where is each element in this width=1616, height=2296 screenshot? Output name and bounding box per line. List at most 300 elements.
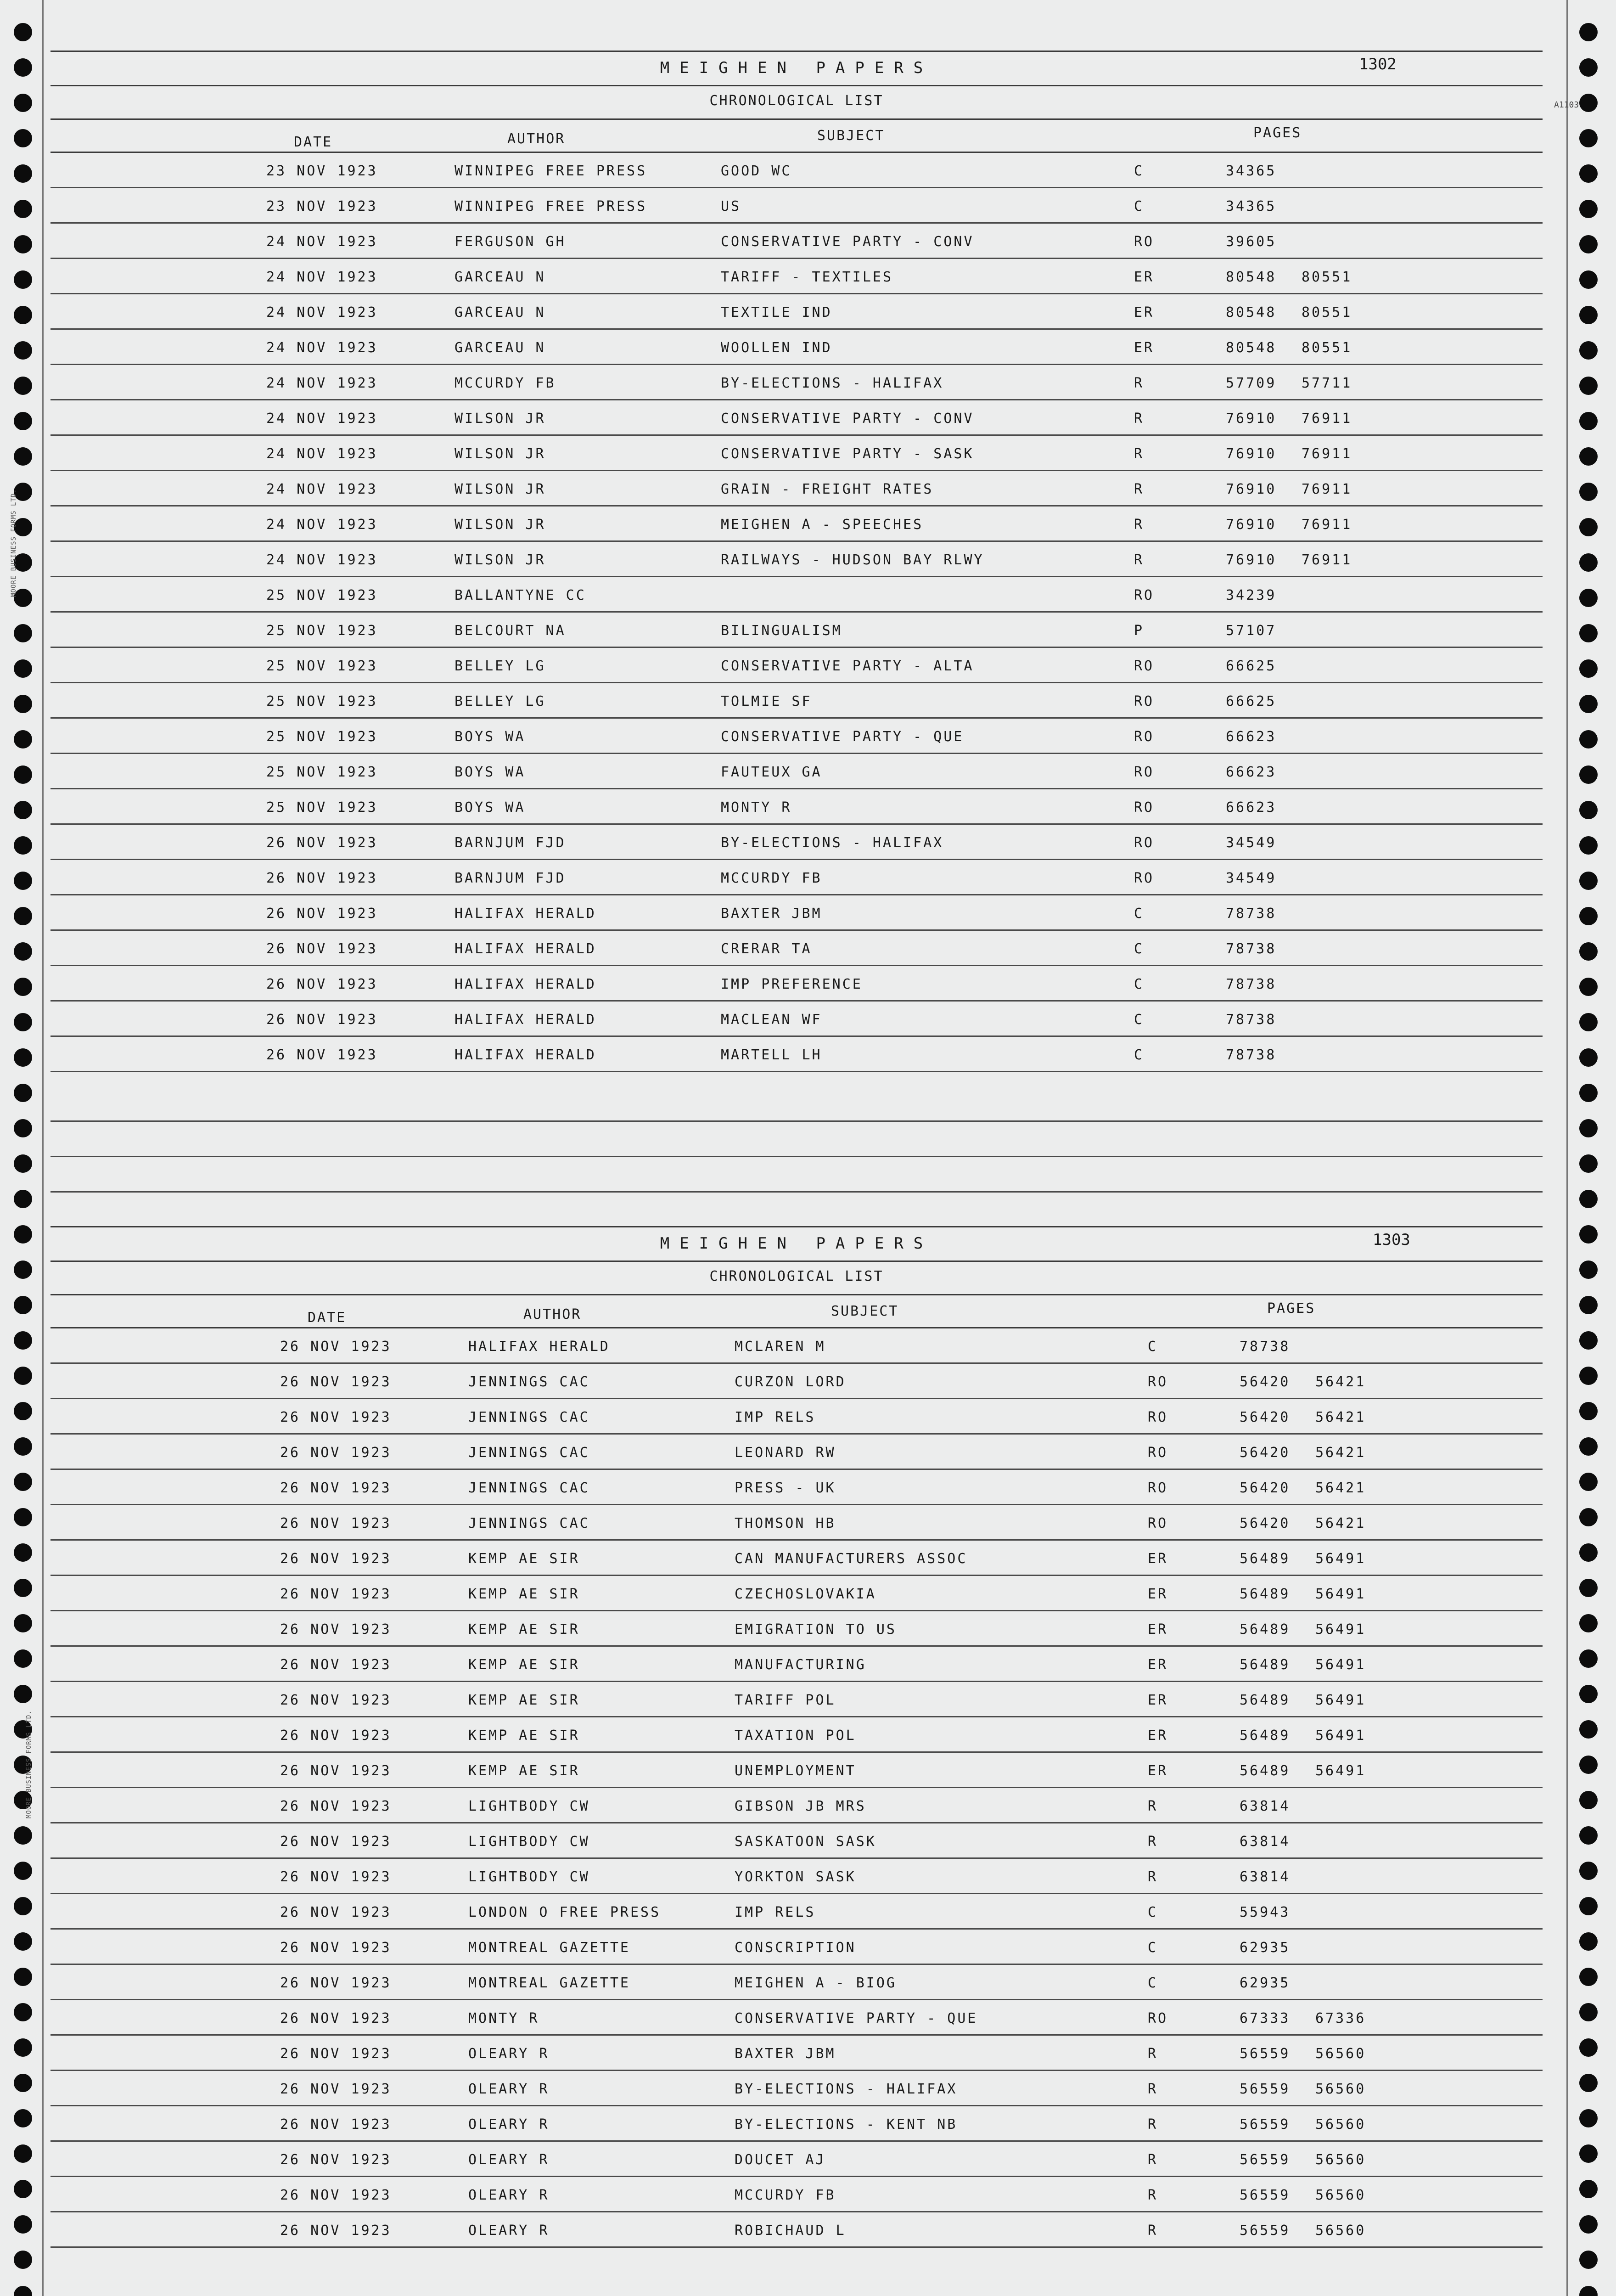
table-row <box>50 2036 1543 2071</box>
tractor-hole <box>1579 2109 1598 2127</box>
table-row <box>50 648 1543 683</box>
row-subject: IMP PREFERENCE <box>721 976 863 992</box>
row-doc-code: R <box>1134 446 1145 462</box>
tractor-hole <box>14 2286 32 2296</box>
table-row <box>50 789 1543 825</box>
table-row <box>50 895 1543 931</box>
row-page-start: 56489 <box>1240 1763 1291 1779</box>
table-row <box>50 2177 1543 2212</box>
row-author: BOYS WA <box>454 729 526 745</box>
tractor-hole <box>1579 200 1598 218</box>
row-doc-code: R <box>1148 2223 1158 2239</box>
top-rule <box>50 51 1543 52</box>
row-page-start: 56559 <box>1240 2187 1291 2203</box>
row-date: 24 NOV 1923 <box>266 552 378 568</box>
row-author: OLEARY R <box>468 2223 550 2239</box>
table-row <box>50 1470 1543 1505</box>
tractor-hole <box>14 1225 32 1244</box>
row-page-start: 56559 <box>1240 2152 1291 2168</box>
row-page-start: 56559 <box>1240 2046 1291 2062</box>
row-page-end: 56491 <box>1315 1657 1366 1673</box>
row-page-start: 62935 <box>1240 1940 1291 1956</box>
row-author: WILSON JR <box>454 552 546 568</box>
row-date: 26 NOV 1923 <box>280 1515 392 1531</box>
tractor-hole <box>14 1968 32 1986</box>
row-author: LONDON O FREE PRESS <box>468 1904 661 1920</box>
row-page-start: 66623 <box>1226 799 1277 816</box>
table-row <box>50 400 1543 436</box>
blank-rule <box>50 1156 1543 1157</box>
tractor-hole <box>14 1048 32 1067</box>
row-author: KEMP AE SIR <box>468 1621 580 1638</box>
col-date: DATE <box>308 1310 347 1326</box>
tractor-hole <box>1579 1048 1598 1067</box>
table-row <box>50 1435 1543 1470</box>
tractor-hole <box>1579 2251 1598 2269</box>
table-row <box>50 224 1543 259</box>
row-page-start: 78738 <box>1226 976 1277 992</box>
tractor-hole <box>14 2074 32 2092</box>
row-date: 26 NOV 1923 <box>280 1551 392 1567</box>
blank-rule <box>50 1191 1543 1193</box>
table-row <box>50 1859 1543 1894</box>
row-subject: TARIFF - TEXTILES <box>721 269 893 285</box>
row-date: 26 NOV 1923 <box>280 2152 392 2168</box>
tractor-hole <box>1579 1649 1598 1668</box>
row-date: 24 NOV 1923 <box>266 304 378 321</box>
row-date: 25 NOV 1923 <box>266 658 378 674</box>
tractor-hole <box>14 872 32 890</box>
tractor-hole <box>14 1261 32 1279</box>
row-author: HALIFAX HERALD <box>468 1339 610 1355</box>
tractor-hole <box>1579 1579 1598 1597</box>
row-author: KEMP AE SIR <box>468 1763 580 1779</box>
row-doc-code: R <box>1148 2187 1158 2203</box>
row-doc-code: ER <box>1134 340 1155 356</box>
row-author: BELLEY LG <box>454 658 546 674</box>
tractor-hole <box>1579 2215 1598 2234</box>
tractor-hole <box>14 730 32 748</box>
tractor-hole <box>14 1508 32 1526</box>
tractor-hole <box>14 1543 32 1562</box>
row-subject: GOOD WC <box>721 163 792 179</box>
row-subject: THOMSON HB <box>735 1515 836 1531</box>
tractor-hole <box>1579 1331 1598 1350</box>
row-author: HALIFAX HERALD <box>454 976 596 992</box>
table-row <box>50 1328 1543 1364</box>
tractor-hole <box>1579 1968 1598 1986</box>
tractor-hole <box>1579 235 1598 253</box>
tractor-hole <box>1579 483 1598 501</box>
row-page-start: 78738 <box>1240 1339 1291 1355</box>
tractor-hole <box>14 412 32 430</box>
row-page-end: 56491 <box>1315 1586 1366 1602</box>
row-doc-code: RO <box>1134 729 1155 745</box>
row-subject: EMIGRATION TO US <box>735 1621 897 1638</box>
row-author: OLEARY R <box>468 2046 550 2062</box>
tractor-hole <box>1579 2038 1598 2057</box>
row-page-start: 56559 <box>1240 2081 1291 2097</box>
tractor-hole <box>14 1614 32 1632</box>
tractor-hole <box>1579 270 1598 289</box>
tractor-hole <box>14 306 32 324</box>
row-subject: CAN MANUFACTURERS ASSOC <box>735 1551 968 1567</box>
row-date: 25 NOV 1923 <box>266 623 378 639</box>
tractor-hole <box>1579 801 1598 819</box>
tractor-hole <box>14 1932 32 1951</box>
tractor-hole <box>1579 1261 1598 1279</box>
tractor-hole <box>14 341 32 360</box>
tractor-hole <box>1579 94 1598 112</box>
row-author: KEMP AE SIR <box>468 1728 580 1744</box>
row-subject: TEXTILE IND <box>721 304 832 321</box>
row-author: MCCURDY FB <box>454 375 556 391</box>
row-page-start: 67333 <box>1240 2010 1291 2026</box>
tractor-hole <box>14 1402 32 1420</box>
top-rule <box>50 1226 1543 1227</box>
row-doc-code: R <box>1148 2081 1158 2097</box>
tractor-hole <box>1579 1190 1598 1208</box>
row-date: 26 NOV 1923 <box>280 1940 392 1956</box>
row-date: 26 NOV 1923 <box>280 1728 392 1744</box>
col-date: DATE <box>294 134 333 150</box>
row-author: JENNINGS CAC <box>468 1374 590 1390</box>
row-date: 26 NOV 1923 <box>280 2010 392 2026</box>
row-doc-code: RO <box>1134 870 1155 886</box>
corner-code: A1103 <box>1554 100 1579 110</box>
row-doc-code: R <box>1134 481 1145 497</box>
row-date: 26 NOV 1923 <box>280 1621 392 1638</box>
row-date: 26 NOV 1923 <box>280 1339 392 1355</box>
tractor-hole <box>14 377 32 395</box>
row-page-start: 78738 <box>1226 906 1277 922</box>
tractor-hole <box>1579 164 1598 183</box>
tractor-hole <box>14 1473 32 1491</box>
table-row <box>50 294 1543 330</box>
row-doc-code: ER <box>1148 1763 1168 1779</box>
row-author: LIGHTBODY CW <box>468 1869 590 1885</box>
row-date: 24 NOV 1923 <box>266 446 378 462</box>
printer-imprint: MOORE BUSINESS FORMS LTD. <box>10 489 17 597</box>
table-row <box>50 506 1543 542</box>
table-row <box>50 1894 1543 1930</box>
row-subject: YORKTON SASK <box>735 1869 856 1885</box>
tractor-hole <box>14 1649 32 1668</box>
row-doc-code: R <box>1148 2046 1158 2062</box>
col-pages: PAGES <box>1267 1300 1316 1317</box>
row-page-start: 78738 <box>1226 1012 1277 1028</box>
title-rule <box>50 85 1543 86</box>
table-row <box>50 1753 1543 1788</box>
tractor-hole <box>1579 1826 1598 1845</box>
tractor-hole <box>14 1296 32 1314</box>
table-row <box>50 188 1543 224</box>
row-author: KEMP AE SIR <box>468 1551 580 1567</box>
row-page-end: 76911 <box>1302 517 1352 533</box>
row-doc-code: C <box>1134 163 1145 179</box>
row-page-start: 66623 <box>1226 764 1277 780</box>
row-page-start: 56489 <box>1240 1586 1291 1602</box>
table-row <box>50 931 1543 966</box>
row-doc-code: ER <box>1148 1657 1168 1673</box>
table-row <box>50 1788 1543 1823</box>
row-date: 26 NOV 1923 <box>266 941 378 957</box>
tractor-hole <box>14 942 32 961</box>
row-page-end: 56421 <box>1315 1515 1366 1531</box>
tractor-hole <box>1579 1791 1598 1809</box>
row-doc-code: RO <box>1134 799 1155 816</box>
tractor-hole <box>1579 2286 1598 2296</box>
row-author: BELLEY LG <box>454 693 546 709</box>
row-doc-code: RO <box>1148 2010 1168 2026</box>
row-date: 26 NOV 1923 <box>280 1657 392 1673</box>
row-subject: BY-ELECTIONS - HALIFAX <box>721 375 944 391</box>
row-date: 24 NOV 1923 <box>266 340 378 356</box>
row-page-end: 56421 <box>1315 1409 1366 1425</box>
row-doc-code: C <box>1148 1904 1158 1920</box>
tractor-hole <box>14 447 32 466</box>
table-row <box>50 825 1543 860</box>
tractor-hole <box>1579 624 1598 642</box>
row-date: 26 NOV 1923 <box>266 870 378 886</box>
row-page-start: 56489 <box>1240 1551 1291 1567</box>
row-date: 25 NOV 1923 <box>266 799 378 816</box>
row-doc-code: R <box>1148 2152 1158 2168</box>
table-row <box>50 330 1543 365</box>
tractor-hole <box>14 23 32 41</box>
tractor-hole <box>1579 907 1598 925</box>
row-page-start: 34549 <box>1226 870 1277 886</box>
tractor-hole <box>1579 1225 1598 1244</box>
table-row <box>50 1930 1543 1965</box>
row-subject: UNEMPLOYMENT <box>735 1763 856 1779</box>
row-subject: MCCURDY FB <box>735 2187 836 2203</box>
row-date: 26 NOV 1923 <box>280 1374 392 1390</box>
row-page-start: 78738 <box>1226 1047 1277 1063</box>
row-page-start: 56420 <box>1240 1409 1291 1425</box>
tractor-hole <box>14 695 32 713</box>
row-date: 26 NOV 1923 <box>280 2223 392 2239</box>
row-page-end: 56560 <box>1315 2223 1366 2239</box>
row-doc-code: RO <box>1134 587 1155 603</box>
row-page-start: 66625 <box>1226 658 1277 674</box>
row-doc-code: RO <box>1134 835 1155 851</box>
row-author: OLEARY R <box>468 2116 550 2133</box>
tractor-hole <box>1579 553 1598 572</box>
row-page-start: 56420 <box>1240 1480 1291 1496</box>
row-subject: MCLAREN M <box>735 1339 826 1355</box>
tractor-hole <box>1579 1296 1598 1314</box>
tractor-hole <box>14 1862 32 1880</box>
row-date: 26 NOV 1923 <box>266 976 378 992</box>
row-subject: TAXATION POL <box>735 1728 856 1744</box>
row-subject: CONSERVATIVE PARTY - QUE <box>735 2010 978 2026</box>
row-doc-code: ER <box>1148 1621 1168 1638</box>
row-page-end: 57711 <box>1302 375 1352 391</box>
printer-imprint-2: MOORE BUSINESS FORMS LTD. <box>25 1710 33 1818</box>
row-page-end: 56491 <box>1315 1728 1366 1744</box>
row-date: 26 NOV 1923 <box>280 1692 392 1708</box>
row-page-end: 76911 <box>1302 481 1352 497</box>
row-doc-code: ER <box>1148 1551 1168 1567</box>
row-author: JENNINGS CAC <box>468 1480 590 1496</box>
sheet-title: MEIGHEN PAPERS <box>660 1234 933 1253</box>
row-subject: MARTELL LH <box>721 1047 822 1063</box>
tractor-hole <box>1579 1543 1598 1562</box>
row-author: KEMP AE SIR <box>468 1692 580 1708</box>
row-date: 26 NOV 1923 <box>280 1480 392 1496</box>
row-page-start: 56489 <box>1240 1728 1291 1744</box>
row-subject: PRESS - UK <box>735 1480 836 1496</box>
row-page-start: 56489 <box>1240 1621 1291 1638</box>
table-row <box>50 1717 1543 1753</box>
tractor-hole <box>1579 2074 1598 2092</box>
tractor-hole <box>14 235 32 253</box>
row-author: JENNINGS CAC <box>468 1515 590 1531</box>
row-author: HALIFAX HERALD <box>454 906 596 922</box>
row-doc-code: C <box>1134 976 1145 992</box>
sheet-title: MEIGHEN PAPERS <box>660 59 933 77</box>
row-date: 26 NOV 1923 <box>280 1586 392 1602</box>
row-author: WILSON JR <box>454 517 546 533</box>
row-doc-code: C <box>1134 906 1145 922</box>
row-page-start: 34239 <box>1226 587 1277 603</box>
row-subject: CONSERVATIVE PARTY - CONV <box>721 411 974 427</box>
row-page-start: 62935 <box>1240 1975 1291 1991</box>
tractor-hole <box>14 624 32 642</box>
tractor-hole <box>14 1154 32 1173</box>
row-page-start: 63814 <box>1240 1834 1291 1850</box>
left-perforation-line <box>42 0 44 2296</box>
row-author: MONTREAL GAZETTE <box>468 1940 630 1956</box>
row-author: FERGUSON GH <box>454 234 566 250</box>
row-doc-code: C <box>1134 1012 1145 1028</box>
col-subject: SUBJECT <box>817 128 885 144</box>
tractor-hole <box>1579 1862 1598 1880</box>
row-page-start: 66623 <box>1226 729 1277 745</box>
row-date: 26 NOV 1923 <box>280 1869 392 1885</box>
col-author: AUTHOR <box>523 1306 582 1322</box>
row-author: WINNIPEG FREE PRESS <box>454 163 647 179</box>
tractor-hole <box>1579 1897 1598 1915</box>
table-row <box>50 577 1543 613</box>
tractor-hole <box>14 907 32 925</box>
table-row <box>50 613 1543 648</box>
row-author: OLEARY R <box>468 2187 550 2203</box>
row-date: 26 NOV 1923 <box>280 1834 392 1850</box>
table-row <box>50 259 1543 294</box>
row-author: MONTREAL GAZETTE <box>468 1975 630 1991</box>
row-author: GARCEAU N <box>454 304 546 321</box>
row-doc-code: R <box>1134 411 1145 427</box>
row-page-start: 55943 <box>1240 1904 1291 1920</box>
row-doc-code: RO <box>1148 1445 1168 1461</box>
row-author: OLEARY R <box>468 2081 550 2097</box>
tractor-hole <box>1579 2003 1598 2021</box>
right-perforation-line <box>1566 0 1568 2296</box>
tractor-hole <box>14 58 32 77</box>
row-author: GARCEAU N <box>454 269 546 285</box>
row-page-end: 56560 <box>1315 2081 1366 2097</box>
row-subject: CZECHOSLOVAKIA <box>735 1586 876 1602</box>
row-subject: TOLMIE SF <box>721 693 812 709</box>
row-doc-code: C <box>1134 198 1145 214</box>
row-author: MONTY R <box>468 2010 539 2026</box>
tractor-hole <box>1579 1084 1598 1102</box>
tractor-hole <box>14 1579 32 1597</box>
tractor-hole <box>1579 695 1598 713</box>
subtitle-rule <box>50 118 1543 120</box>
row-page-start: 78738 <box>1226 941 1277 957</box>
row-author: KEMP AE SIR <box>468 1586 580 1602</box>
tractor-hole <box>14 1190 32 1208</box>
tractor-hole <box>1579 1720 1598 1739</box>
tractor-hole <box>1579 1756 1598 1774</box>
tractor-hole <box>14 2180 32 2198</box>
row-date: 23 NOV 1923 <box>266 163 378 179</box>
row-author: LIGHTBODY CW <box>468 1834 590 1850</box>
tractor-hole <box>14 978 32 996</box>
tractor-hole <box>14 1897 32 1915</box>
row-author: BOYS WA <box>454 799 526 816</box>
row-subject: DOUCET AJ <box>735 2152 826 2168</box>
row-subject: MONTY R <box>721 799 792 816</box>
row-doc-code: R <box>1134 375 1145 391</box>
row-page-end: 56421 <box>1315 1480 1366 1496</box>
row-subject: ROBICHAUD L <box>735 2223 846 2239</box>
tractor-hole <box>1579 730 1598 748</box>
row-rule <box>50 1071 1543 1072</box>
left-tractor-holes <box>5 0 41 2296</box>
row-page-start: 63814 <box>1240 1798 1291 1814</box>
row-doc-code: R <box>1148 1834 1158 1850</box>
row-doc-code: P <box>1134 623 1145 639</box>
right-tractor-holes <box>1570 0 1607 2296</box>
tractor-hole <box>1579 1437 1598 1456</box>
tractor-hole <box>1579 1508 1598 1526</box>
row-doc-code: R <box>1148 1798 1158 1814</box>
table-row <box>50 860 1543 895</box>
row-subject: CONSERVATIVE PARTY - QUE <box>721 729 964 745</box>
row-date: 26 NOV 1923 <box>280 2187 392 2203</box>
row-subject: IMP RELS <box>735 1904 816 1920</box>
table-row <box>50 1823 1543 1859</box>
page-number: 1303 <box>1373 1231 1410 1249</box>
row-subject: CONSCRIPTION <box>735 1940 856 1956</box>
row-doc-code: RO <box>1134 693 1155 709</box>
row-page-end: 56491 <box>1315 1763 1366 1779</box>
row-page-start: 34365 <box>1226 198 1277 214</box>
row-subject: MANUFACTURING <box>735 1657 866 1673</box>
row-subject: US <box>721 198 741 214</box>
row-subject: MEIGHEN A - BIOG <box>735 1975 897 1991</box>
tractor-hole <box>1579 1013 1598 1031</box>
row-page-start: 56559 <box>1240 2223 1291 2239</box>
tractor-hole <box>1579 2144 1598 2163</box>
tractor-hole <box>14 2215 32 2234</box>
row-subject: FAUTEUX GA <box>721 764 822 780</box>
tractor-hole <box>14 659 32 678</box>
tractor-hole <box>14 1367 32 1385</box>
tractor-hole <box>14 200 32 218</box>
row-date: 25 NOV 1923 <box>266 587 378 603</box>
col-subject: SUBJECT <box>831 1303 899 1319</box>
row-doc-code: RO <box>1148 1409 1168 1425</box>
row-page-start: 76910 <box>1226 552 1277 568</box>
row-page-end: 56560 <box>1315 2187 1366 2203</box>
tractor-hole <box>14 270 32 289</box>
tractor-hole <box>14 1331 32 1350</box>
